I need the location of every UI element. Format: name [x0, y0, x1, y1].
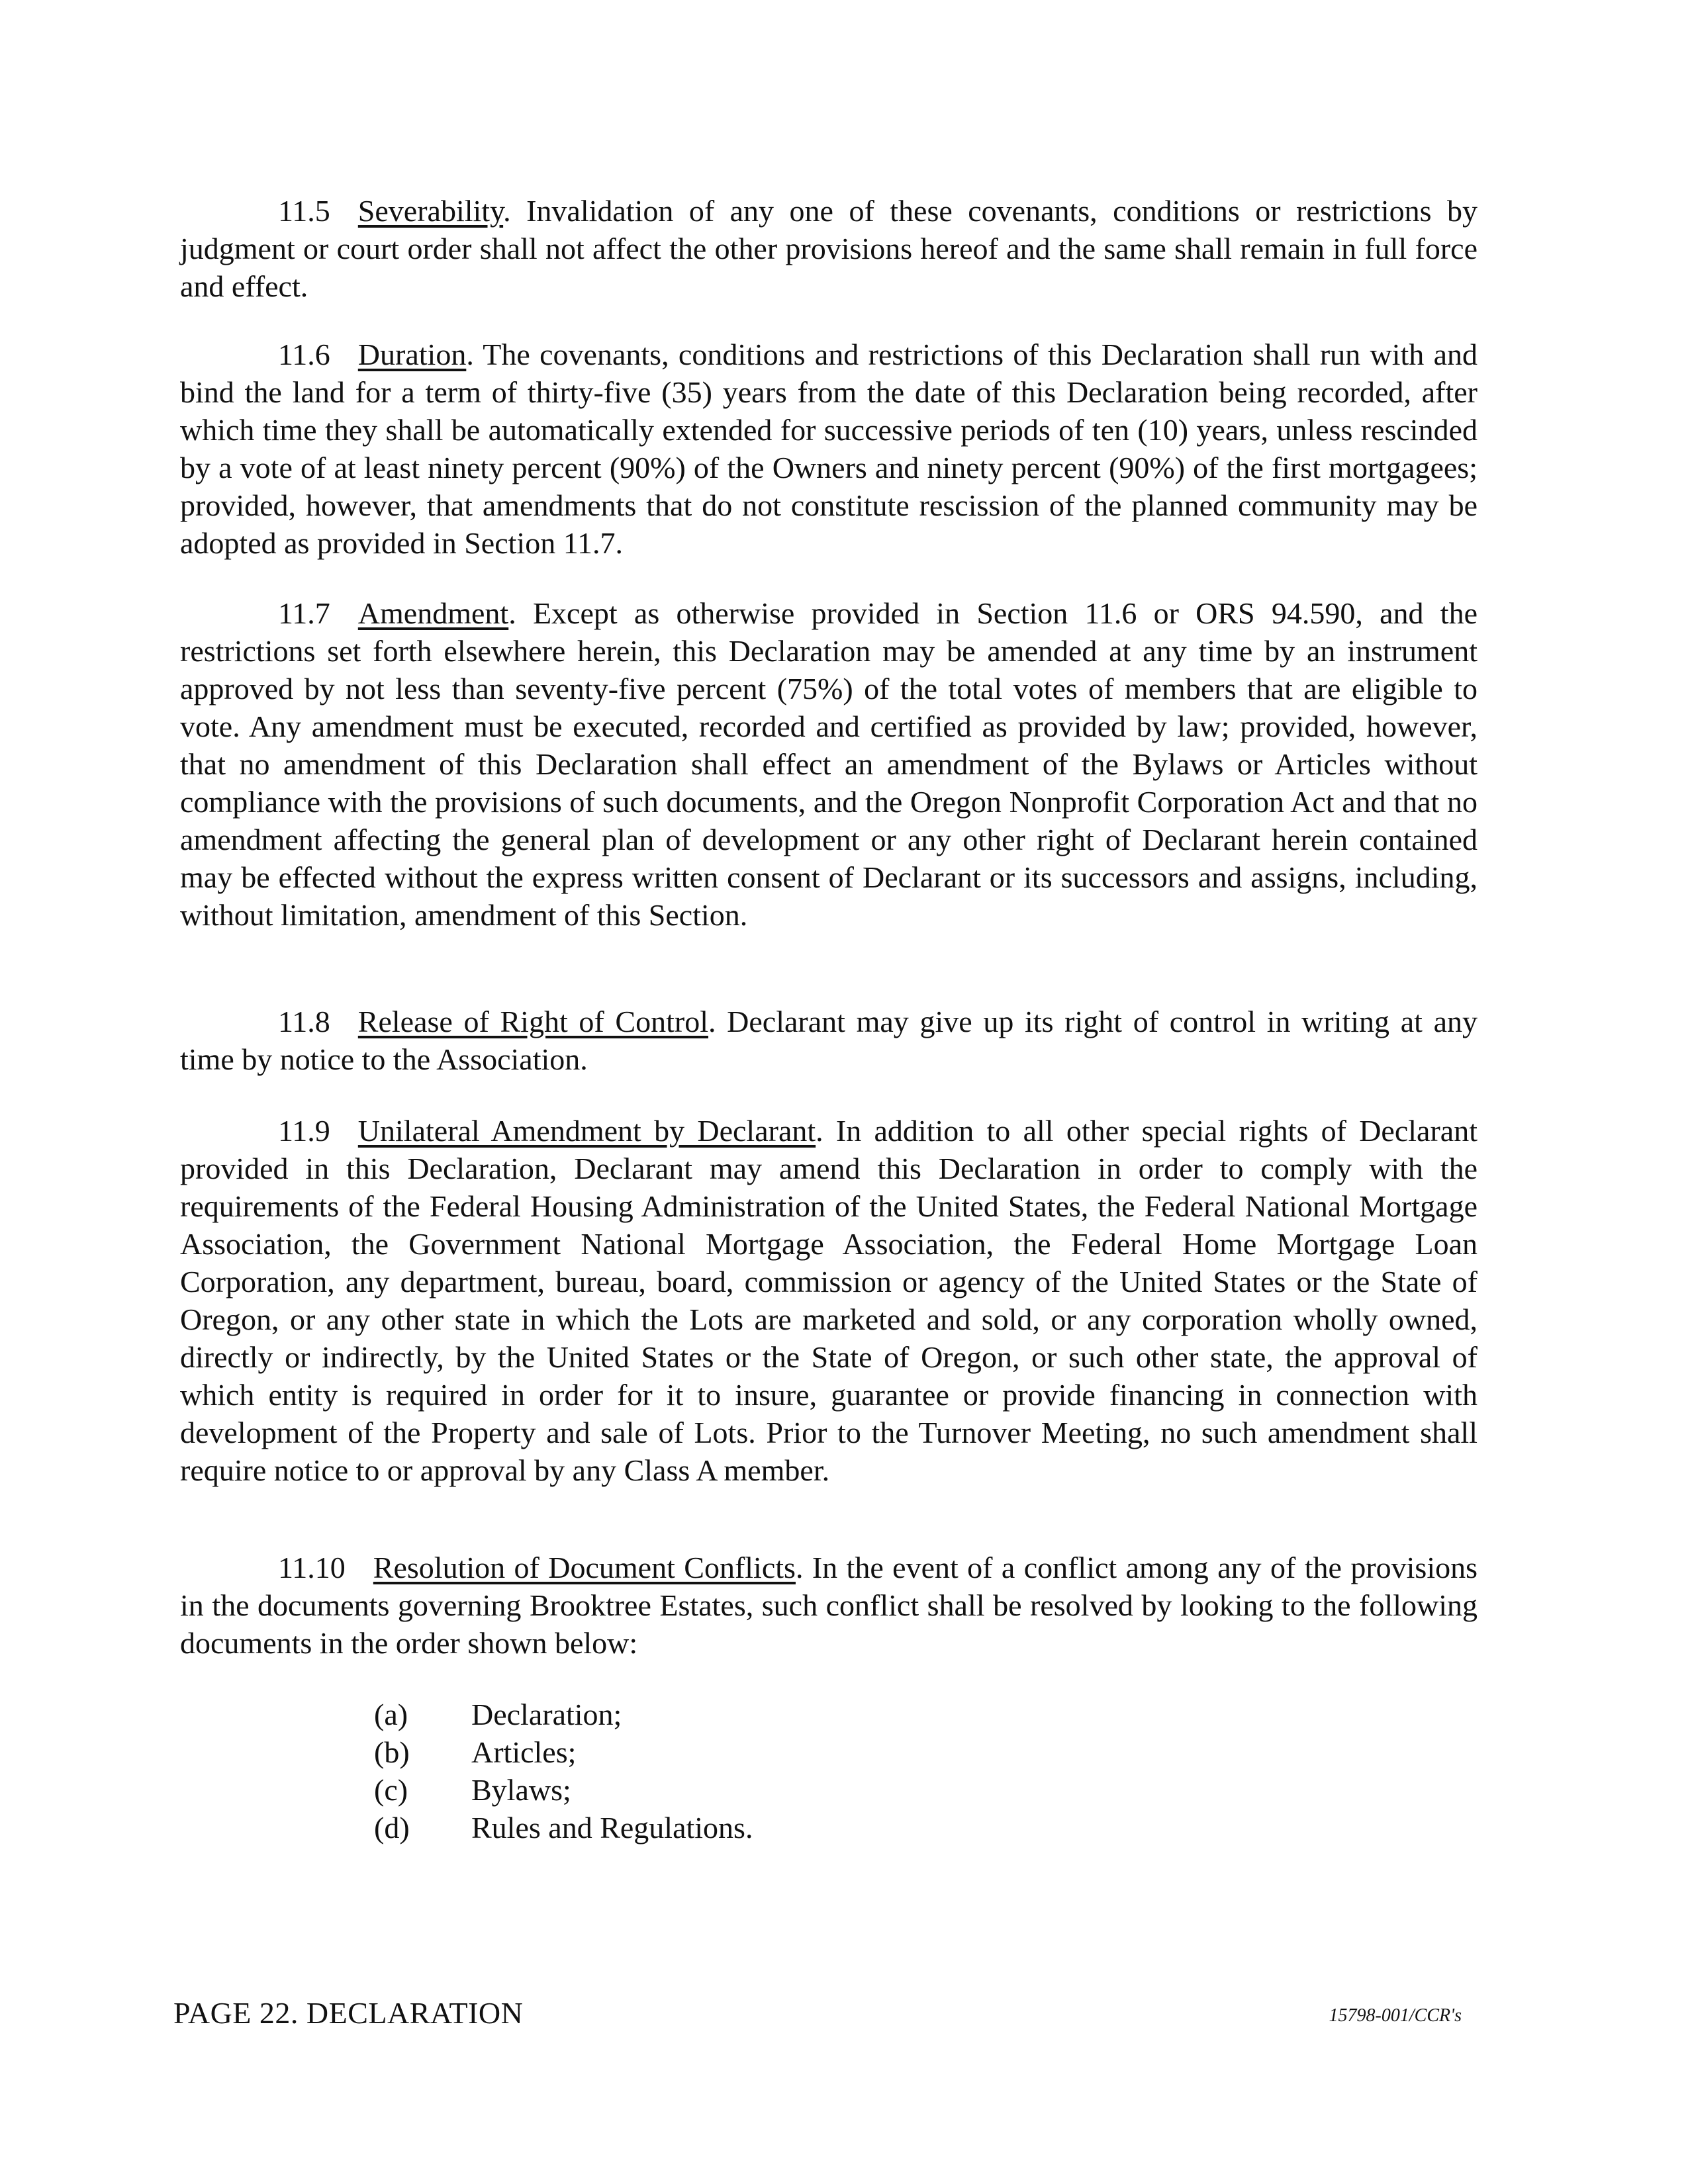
section-heading: Unilateral Amendment by Declarant: [357, 1114, 816, 1148]
section-number: 11.10: [278, 1551, 346, 1584]
section-number: 11.7: [278, 596, 330, 630]
section-heading: Severability: [357, 194, 504, 228]
section-11-5: [180, 192, 1477, 305]
section-11-8: [180, 1003, 1477, 1078]
section-heading: Duration: [357, 338, 467, 371]
list-label: (c): [374, 1773, 408, 1807]
list-text: Declaration;: [471, 1698, 622, 1731]
section-11-6: [180, 336, 1477, 562]
list-label: (b): [374, 1735, 410, 1769]
section-11-10: [180, 1549, 1477, 1662]
document-code: 15798-001/CCR's: [1329, 2005, 1462, 2026]
list-item: [374, 1733, 753, 1771]
list-item: [374, 1696, 753, 1733]
section-number: 11.8: [278, 1005, 330, 1038]
section-body: . Except as otherwise provided in Section 11.6 or ORS 94.590, and the restrictions set forth elsewhere herein, this Declaration may be amended at any time by an instrument approved by not less than seventy-five percent (75%) of the total votes of members that are eligible to vote. Any amendment must be executed, recorded and certified as provided by law; provided, however, that no amendment of this Declaration shall effect an amendment of the Bylaws or Articles without compliance with the provisions of such documents, and the Oregon Nonprofit Corporation Act and that no amendment affecting the general plan of development or any other right of Declarant herein contained may be effected without the express written consent of Declarant or its successors and assigns, including, without limitation, amendment of this Section.: [180, 596, 1477, 932]
list-item: [374, 1771, 753, 1809]
section-11-7: [180, 594, 1477, 934]
section-body: . The covenants, conditions and restrictions of this Declaration shall run with and bind the land for a term of thirty-five (35) years from the date of this Declaration being recorded, after which time they shall be automatically extended for successive periods of ten (10) years, unless rescinded by a vote of at least ninety percent (90%) of the Owners and ninety percent (90%) of the first mortgagees; provided, however, that amendments that do not constitute rescission of the planned community may be adopted as provided in Section 11.7.: [180, 338, 1477, 560]
list-text: Rules and Regulations.: [471, 1811, 753, 1844]
section-body: . In addition to all other special rights of Declarant provided in this Declaration, Declarant may amend this Declaration in order to comply with the requirements of the Federal Housing Administration of the United States, the Federal National Mortgage Association, the Government National Mortgage Association, the Federal Home Mortgage Loan Corporation, any department, bureau, board, commission or agency of the United States or the State of Oregon, or any other state in which the Lots are marketed and sold, or any corporation wholly owned, directly or indirectly, by the United States or the State of Oregon, or such other state, the approval of which entity is required in order for it to insure, guarantee or provide financing in connection with development of the Property and sale of Lots. Prior to the Turnover Meeting, no such amendment shall require notice to or approval by any Class A member.: [180, 1114, 1477, 1487]
list-text: Bylaws;: [471, 1773, 571, 1807]
section-number: 11.9: [278, 1114, 330, 1148]
list-label: (a): [374, 1698, 408, 1731]
section-11-9: [180, 1112, 1477, 1489]
list-label: (d): [374, 1811, 410, 1844]
document-order-list: [374, 1696, 753, 1846]
section-body: . Declarant may give up its right of control in writing at any time by notice to the Association.: [180, 1005, 1477, 1076]
section-body: . Invalidation of any one of these covenants, conditions or restrictions by judgment or court order shall not affect the other provisions hereof and the same shall remain in full force and effect.: [180, 194, 1477, 303]
section-heading: Release of Right of Control: [357, 1005, 708, 1038]
page-footer-label: PAGE 22. DECLARATION: [173, 1996, 524, 2030]
list-text: Articles;: [471, 1735, 577, 1769]
section-body: . In the event of a conflict among any of the provisions in the documents governing Brooktree Estates, such conflict shall be resolved by looking to the following documents in the order shown below:: [180, 1551, 1478, 1660]
list-item: [374, 1809, 753, 1846]
section-heading: Resolution of Document Conflicts: [373, 1551, 796, 1584]
section-heading: Amendment: [357, 596, 509, 630]
section-number: 11.6: [278, 338, 330, 371]
section-number: 11.5: [278, 194, 330, 228]
